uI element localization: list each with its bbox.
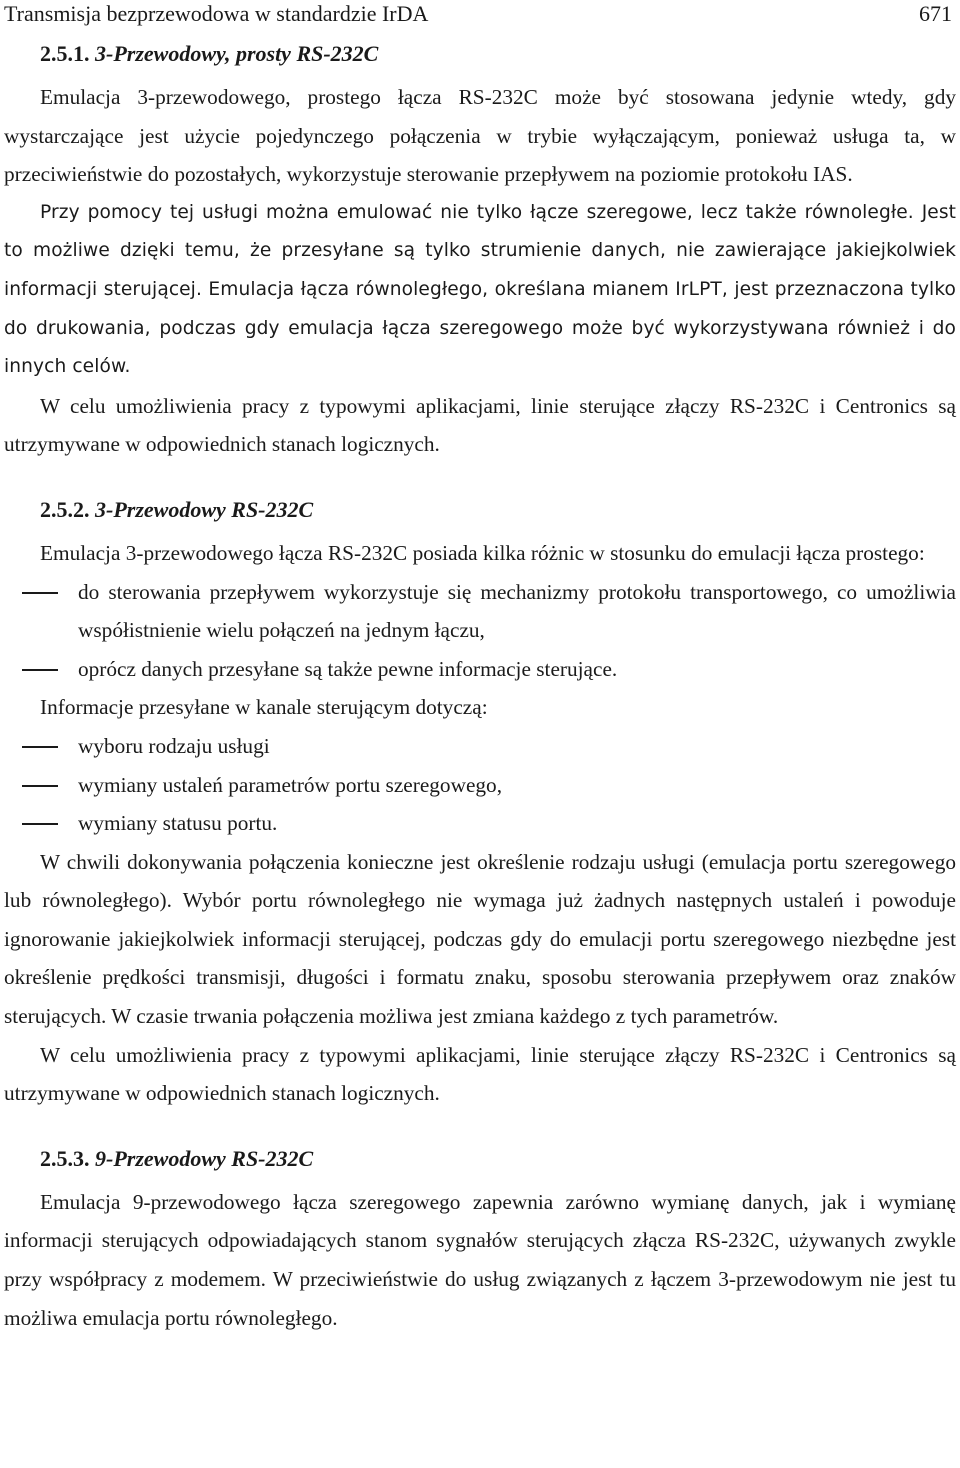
page-number: 671 bbox=[919, 1, 952, 26]
section-heading bbox=[40, 40, 956, 68]
list-item-text: wymiany statusu portu. bbox=[78, 811, 278, 836]
list-item-text: wyboru rodzaju usługi bbox=[78, 733, 270, 758]
paragraph: W chwili dokonywania połączenia konieczne jest określenie rodzaju usługi (emulacja portu szeregowego lub równoległego). Wybór portu równoległego nie wymaga już żadnych następnych ustaleń i powoduje ignorowanie jakiejkolwiek informacji sterującej, podczas gdy do emulacji portu szeregowego niezbędne jest określenie prędkości transmisji, długości i formatu znaku, sposobu sterowania przepływem oraz znaków sterujących. W czasie trwania połączenia możliwa jest zmiana każdego z tych parametrów. bbox=[4, 849, 956, 1029]
section-2-5-3 bbox=[4, 1145, 956, 1337]
dash-list bbox=[4, 573, 956, 689]
section-2-5-2 bbox=[4, 496, 956, 1113]
running-title: Transmisja bezprzewodowa w standardzie IrDA bbox=[4, 1, 429, 26]
section-title: 3-Przewodowy RS-232C bbox=[95, 496, 314, 522]
list-item-text: oprócz danych przesyłane są także pewne informacje sterujące. bbox=[78, 656, 618, 681]
section-number: 2.5.3. bbox=[40, 1145, 90, 1171]
section-title: 3-Przewodowy, prosty RS-232C bbox=[95, 41, 379, 66]
list-item bbox=[4, 766, 956, 805]
paragraph: Przy pomocy tej usługi można emulować nie tylko łącze szeregowe, lecz także równoległe. Jest to możliwe dzięki temu, że przesyłane są tylko strumienie danych, nie zawierające jakiejkolwiek informacji sterującej. Emulacja łącza równoległego, określana mianem IrLPT, jest przeznaczona tylko do drukowania, podczas gdy emulacja łącza szeregowego może być wykorzystywana również i do innych celów. bbox=[4, 201, 956, 378]
list-item-text: do sterowania przepływem wykorzystuje się mechanizmy protokołu transportowego, co umożliwia współistnienie wielu połączeń na jednym łączu, bbox=[78, 579, 956, 643]
running-header bbox=[4, 0, 956, 38]
paragraph: W celu umożliwienia pracy z typowymi aplikacjami, linie sterujące złączy RS-232C i Centronics są utrzymywane w odpowiednich stanach logicznych. bbox=[4, 393, 956, 457]
section-2-5-1 bbox=[4, 40, 956, 464]
paragraph: W celu umożliwienia pracy z typowymi aplikacjami, linie sterujące złączy RS-232C i Centronics są utrzymywane w odpowiednich stanach logicznych. bbox=[4, 1042, 956, 1106]
list-item bbox=[4, 727, 956, 766]
paragraph: Emulacja 3-przewodowego, prostego łącza RS-232C może być stosowana jedynie wtedy, gdy wystarczające jest użycie pojedynczego połączenia w trybie wyłączającym, ponieważ usługa ta, w przeciwieństwie do pozostałych, wykorzystuje sterowanie przepływem na poziomie protokołu IAS. bbox=[4, 85, 956, 187]
dash-list bbox=[4, 727, 956, 843]
list-item bbox=[4, 650, 956, 689]
paragraph: Emulacja 3-przewodowego łącza RS-232C posiada kilka różnic w stosunku do emulacji łącza prostego: bbox=[40, 540, 925, 565]
paragraph: Emulacja 9-przewodowego łącza szeregowego zapewnia zarówno wymianę danych, jak i wymianę informacji sterujących odpowiadających stanom sygnałów sterujących złącza RS-232C, używanych zwykle przy współpracy z modemem. W przeciwieństwie do usług związanych z łączem 3-przewodowym nie jest tu możliwa emulacja portu równoległego. bbox=[4, 1189, 956, 1330]
section-heading bbox=[40, 496, 956, 524]
section-heading bbox=[40, 1145, 956, 1173]
section-number: 2.5.2. bbox=[40, 496, 90, 522]
paragraph: Informacje przesyłane w kanale sterującym dotyczą: bbox=[40, 695, 488, 720]
section-number: 2.5.1. bbox=[40, 41, 90, 66]
list-item bbox=[4, 573, 956, 650]
list-item bbox=[4, 804, 956, 843]
list-item-text: wymiany ustaleń parametrów portu szeregowego, bbox=[78, 772, 503, 797]
section-title: 9-Przewodowy RS-232C bbox=[95, 1145, 314, 1171]
